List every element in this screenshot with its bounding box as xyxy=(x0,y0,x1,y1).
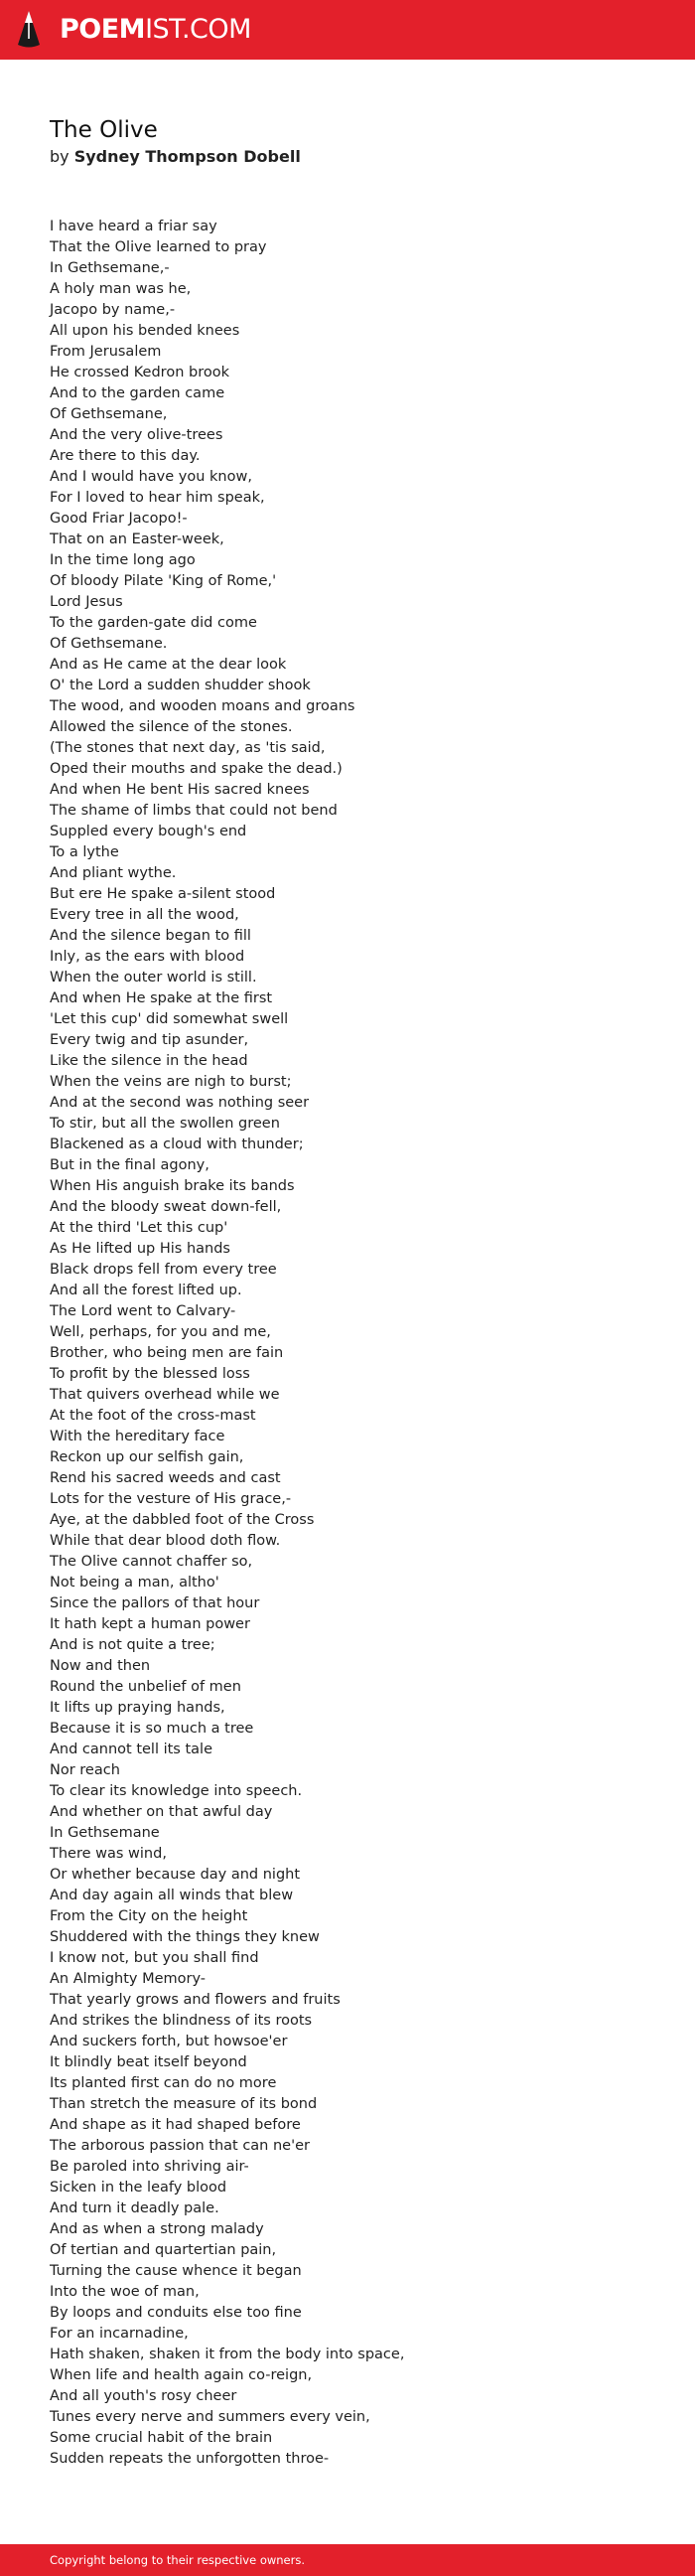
poem-line: And cannot tell its tale xyxy=(50,1742,212,1757)
poem-line: The wood, and wooden moans and groans xyxy=(50,698,355,714)
poem-line: Every tree in all the wood, xyxy=(50,907,239,923)
poem-line: Be paroled into shriving air- xyxy=(50,2159,249,2175)
poem-line: It lifts up praying hands, xyxy=(50,1700,225,1716)
poem-line: And the silence began to fill xyxy=(50,928,251,944)
poem-line: To profit by the blessed loss xyxy=(50,1366,250,1382)
poem-line: And shape as it had shaped before xyxy=(50,2117,301,2133)
poem-line: Its planted first can do no more xyxy=(50,2075,277,2091)
poem-line: Shuddered with the things they knew xyxy=(50,1929,320,1945)
footer-copyright: Copyright belong to their respective owners. xyxy=(50,2553,306,2567)
poem-line: And suckers forth, but howsoe'er xyxy=(50,2034,288,2049)
poem-line: Turning the cause whence it began xyxy=(50,2263,302,2279)
poem-line: Blackened as a cloud with thunder; xyxy=(50,1136,304,1152)
poem-line: Not being a man, altho' xyxy=(50,1575,219,1591)
poem-line: Allowed the silence of the stones. xyxy=(50,719,293,735)
poem-line: Round the unbelief of men xyxy=(50,1679,241,1695)
poem-line: To a lythe xyxy=(50,844,119,860)
poem-line: Nor reach xyxy=(50,1762,120,1778)
poem-line: Of bloody Pilate 'King of Rome,' xyxy=(50,573,277,589)
poem-byline xyxy=(50,146,301,168)
poem-line: And all youth's rosy cheer xyxy=(50,2388,237,2404)
poem-title: The Olive xyxy=(50,117,158,143)
poem-line: Good Friar Jacopo!- xyxy=(50,511,188,527)
poem-line: Lord Jesus xyxy=(50,594,123,610)
poem-line: Inly, as the ears with blood xyxy=(50,949,245,965)
site-footer xyxy=(0,2544,695,2576)
poem-line: To clear its knowledge into speech. xyxy=(50,1783,303,1799)
poem-line: Lots for the vesture of His grace,- xyxy=(50,1491,292,1507)
pencil-tip-icon[interactable] xyxy=(16,9,42,51)
poem-line: To the garden-gate did come xyxy=(50,615,257,631)
poem-line: Now and then xyxy=(50,1658,151,1674)
poem-line: And when He bent His sacred knees xyxy=(50,782,310,798)
poem-line: Since the pallors of that hour xyxy=(50,1595,260,1611)
logo-light-text: IST.COM xyxy=(145,14,251,45)
site-header xyxy=(0,0,695,60)
poem-line: And as when a strong malady xyxy=(50,2221,264,2237)
poem-line: And the very olive-trees xyxy=(50,427,223,443)
poem-line: Rend his sacred weeds and cast xyxy=(50,1470,281,1486)
poem-line: Of tertian and quartertian pain, xyxy=(50,2242,277,2258)
poem-line: And whether on that awful day xyxy=(50,1804,273,1820)
poem-line: While that dear blood doth flow. xyxy=(50,1533,281,1549)
poem-line: Well, perhaps, for you and me, xyxy=(50,1324,271,1340)
poem-line: There was wind, xyxy=(50,1846,167,1862)
poem-line: At the foot of the cross-mast xyxy=(50,1408,256,1424)
poem-line: I know not, but you shall find xyxy=(50,1950,259,1966)
poem-line: With the hereditary face xyxy=(50,1429,225,1444)
poem-line: To stir, but all the swollen green xyxy=(50,1116,280,1132)
poem-line: When life and health again co-reign, xyxy=(50,2367,313,2383)
poem-line: For I loved to hear him speak, xyxy=(50,490,265,506)
poem-line: Suppled every bough's end xyxy=(50,824,247,839)
poem-line: And strikes the blindness of its roots xyxy=(50,2013,313,2029)
poem-line: In Gethsemane,- xyxy=(50,260,170,276)
poem-line: An Almighty Memory- xyxy=(50,1971,207,1987)
poem-line: The shame of limbs that could not bend xyxy=(50,803,338,819)
poem-line: And day again all winds that blew xyxy=(50,1888,294,1903)
poem-line: 'Let this cup' did somewhat swell xyxy=(50,1011,289,1027)
poem-line: Every twig and tip asunder, xyxy=(50,1032,249,1048)
poem-line: And I would have you know, xyxy=(50,469,252,485)
poem-line: O' the Lord a sudden shudder shook xyxy=(50,678,311,693)
poem-line: When the veins are nigh to burst; xyxy=(50,1074,292,1090)
poem-line: Jacopo by name,- xyxy=(50,302,176,318)
poem-line: The Olive cannot chaffer so, xyxy=(50,1554,253,1570)
poem-line: Oped their mouths and spake the dead.) xyxy=(50,761,343,777)
poem-line: (The stones that next day, as 'tis said, xyxy=(50,740,326,756)
poem-line: Of Gethsemane. xyxy=(50,636,168,652)
poem-line: That yearly grows and flowers and fruits xyxy=(50,1992,341,2008)
poem-line: Reckon up our selfish gain, xyxy=(50,1449,244,1465)
poem-line: As He lifted up His hands xyxy=(50,1241,230,1257)
poem-author: Sydney Thompson Dobell xyxy=(73,147,301,166)
poem-line: That on an Easter-week, xyxy=(50,531,224,547)
poem-line: Hath shaken, shaken it from the body into space, xyxy=(50,2347,405,2362)
poem-line: By loops and conduits else too fine xyxy=(50,2305,302,2321)
poem-line: At the third 'Let this cup' xyxy=(50,1220,228,1236)
poem-line: It blindly beat itself beyond xyxy=(50,2054,247,2070)
poem-line: From the City on the height xyxy=(50,1908,248,1924)
poem-line: And to the garden came xyxy=(50,385,225,401)
poem-line: Like the silence in the head xyxy=(50,1053,248,1069)
poem-line: The arborous passion that can ne'er xyxy=(50,2138,310,2154)
poem-line: The Lord went to Calvary- xyxy=(50,1303,236,1319)
poem-line: And turn it deadly pale. xyxy=(50,2200,219,2216)
poem-line: But ere He spake a-silent stood xyxy=(50,886,276,902)
poem-line: Than stretch the measure of its bond xyxy=(50,2096,318,2112)
poem-line: And when He spake at the first xyxy=(50,990,273,1006)
poem-line: Sicken in the leafy blood xyxy=(50,2180,227,2196)
poem-line: I have heard a friar say xyxy=(50,219,217,234)
poem-line: Tunes every nerve and summers every vein, xyxy=(50,2409,370,2425)
poem-line: And the bloody sweat down-fell, xyxy=(50,1199,282,1215)
poem-line: For an incarnadine, xyxy=(50,2326,189,2342)
poem-line: And all the forest lifted up. xyxy=(50,1283,242,1298)
poem-line: Some crucial habit of the brain xyxy=(50,2430,273,2446)
poem-line: Into the woe of man, xyxy=(50,2284,200,2300)
poem-line: Are there to this day. xyxy=(50,448,201,464)
poem-line: Black drops fell from every tree xyxy=(50,1262,277,1278)
poem-body xyxy=(50,217,665,2470)
logo-bold-text: POEM xyxy=(60,14,146,45)
poem-line: He crossed Kedron brook xyxy=(50,365,229,380)
poem-line: But in the final agony, xyxy=(50,1157,209,1173)
poem-line: That the Olive learned to pray xyxy=(50,239,267,255)
poem-line: Sudden repeats the unforgotten throe- xyxy=(50,2451,330,2467)
poem-line: From Jerusalem xyxy=(50,344,162,360)
poem-line: And as He came at the dear look xyxy=(50,657,287,673)
poem-line: In Gethsemane xyxy=(50,1825,160,1841)
poem-line: In the time long ago xyxy=(50,552,196,568)
poem-line: Of Gethsemane, xyxy=(50,406,168,422)
poem-line: And at the second was nothing seer xyxy=(50,1095,310,1111)
poem-line: Or whether because day and night xyxy=(50,1867,301,1883)
byline-prefix: by xyxy=(50,147,70,166)
poem-line: And is not quite a tree; xyxy=(50,1637,215,1653)
site-logo[interactable] xyxy=(60,13,251,47)
poem-line: A holy man was he, xyxy=(50,281,192,297)
poem-line: When the outer world is still. xyxy=(50,970,257,985)
poem-line: All upon his bended knees xyxy=(50,323,240,339)
poem-line: And pliant wythe. xyxy=(50,865,177,881)
poem-line: Aye, at the dabbled foot of the Cross xyxy=(50,1512,315,1528)
poem-line: That quivers overhead while we xyxy=(50,1387,280,1403)
poem-line: Because it is so much a tree xyxy=(50,1721,254,1737)
poem-line: It hath kept a human power xyxy=(50,1616,250,1632)
poem-line: Brother, who being men are fain xyxy=(50,1345,284,1361)
poem-line: When His anguish brake its bands xyxy=(50,1178,295,1194)
